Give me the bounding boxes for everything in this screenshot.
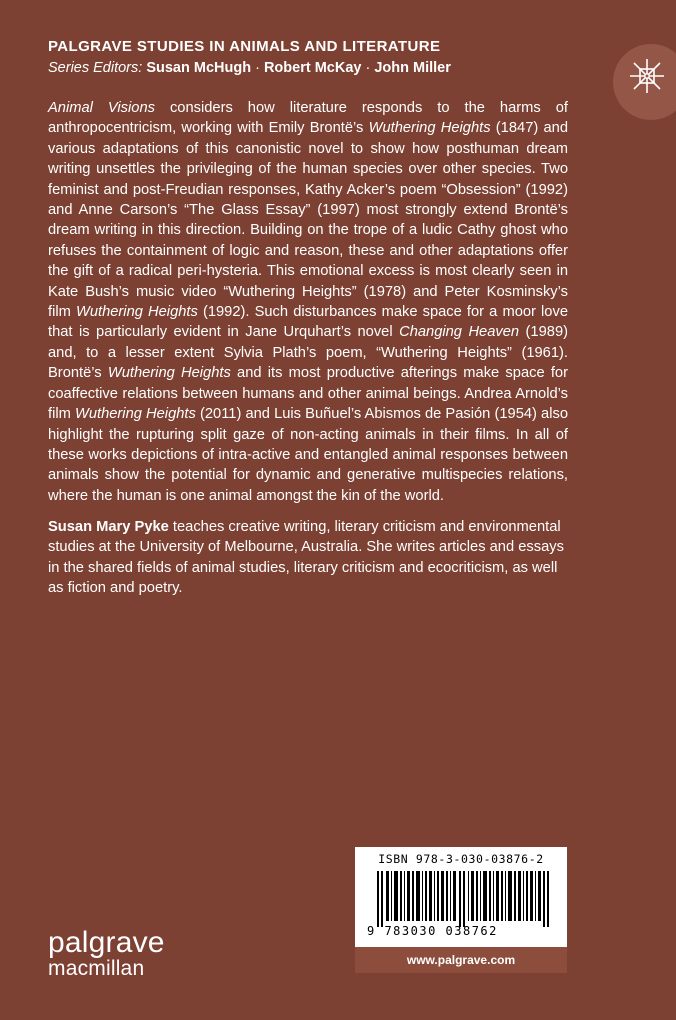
work-title: Wuthering Heights bbox=[74, 406, 196, 423]
series-editors bbox=[48, 60, 451, 76]
publisher-logo-line1: palgrave bbox=[48, 926, 165, 959]
author-bio bbox=[48, 517, 568, 599]
editor-name: John Miller bbox=[374, 60, 451, 76]
work-title: Wuthering Heights bbox=[368, 120, 491, 137]
work-title: Wuthering Heights bbox=[107, 365, 231, 382]
editor-separator: · bbox=[361, 60, 375, 76]
palgrave-asterisk-icon bbox=[627, 56, 667, 96]
editor-name: Susan McHugh bbox=[146, 60, 252, 76]
palgrave-emblem bbox=[613, 44, 676, 120]
book-description: Animal Visions considers how literature responds to the harms of anthropocentricism, working with Emily Brontë’s Wuthering Heights (1847) and various adaptations of this canonistic novel to show how posthuman dream writing unsettles the privileging of the human species over other species. Two feminist and post-Freudian responses, Kathy Acker’s poem “Obsession” (1992) and Anne Carson’s “The Glass Essay” (1997) most strongly extend Brontë’s dream writing in this direction. Building on the trope of a ludic Cathy ghost who refuses the containment of logic and reason, these and other adaptations offer the gift of a radical peri-hysteria. This emotional excess is most clearly seen in Kate Bush’s music video “Wuthering Heights” (1978) and Peter Kosminsky’s film Wuthering Heights (1992). Such disturbances make space for a moor love that is particularly evident in Jane Urquhart’s novel Changing Heaven (1989) and, to a lesser extent Sylvia Plath’s poem, “Wuthering Heights” (1961). Brontë’s Wuthering Heights and its most productive afterings make space for coaffective relations between humans and other animal beings. Andrea Arnold’s film Wuthering Heights (2011) and Luis Buñuel’s Abismos de Pasión (1954) also highlight the rupturing split gaze of non-acting animals in their films. In all of these works depictions of intra-active and entangled animal responses between animals show the potential for dynamic and generative multispecies relations, where the human is one animal amongst the kin of the world. bbox=[48, 100, 568, 504]
publisher-logo-line2: macmillan bbox=[48, 957, 145, 980]
work-title: Wuthering Heights bbox=[75, 304, 198, 321]
barcode-icon bbox=[377, 871, 549, 927]
isbn-barcode bbox=[355, 847, 567, 973]
editor-separator: · bbox=[251, 60, 264, 76]
series-title: PALGRAVE STUDIES IN ANIMALS AND LITERATURE bbox=[48, 38, 441, 55]
work-title: Changing Heaven bbox=[399, 324, 520, 341]
series-editors-label: Series Editors: bbox=[48, 60, 143, 76]
isbn-digits: 9 783030 038762 bbox=[367, 924, 498, 938]
publisher-url[interactable]: www.palgrave.com bbox=[355, 947, 567, 973]
isbn-label: ISBN 978-3-030-03876-2 bbox=[378, 852, 544, 866]
author-name: Susan Mary Pyke bbox=[48, 519, 169, 535]
publisher-logo bbox=[48, 928, 165, 980]
editor-name: Robert McKay bbox=[263, 60, 362, 76]
author-bio-text: teaches creative writing, literary criticism and environmental studies at the University of Melbourne, Australia. She writes articles and essays in the shared fields of animal studies, literary criticism and ecocriticism, as well as fiction and poetry. bbox=[48, 519, 564, 597]
book-title: Animal Visions bbox=[48, 100, 155, 116]
